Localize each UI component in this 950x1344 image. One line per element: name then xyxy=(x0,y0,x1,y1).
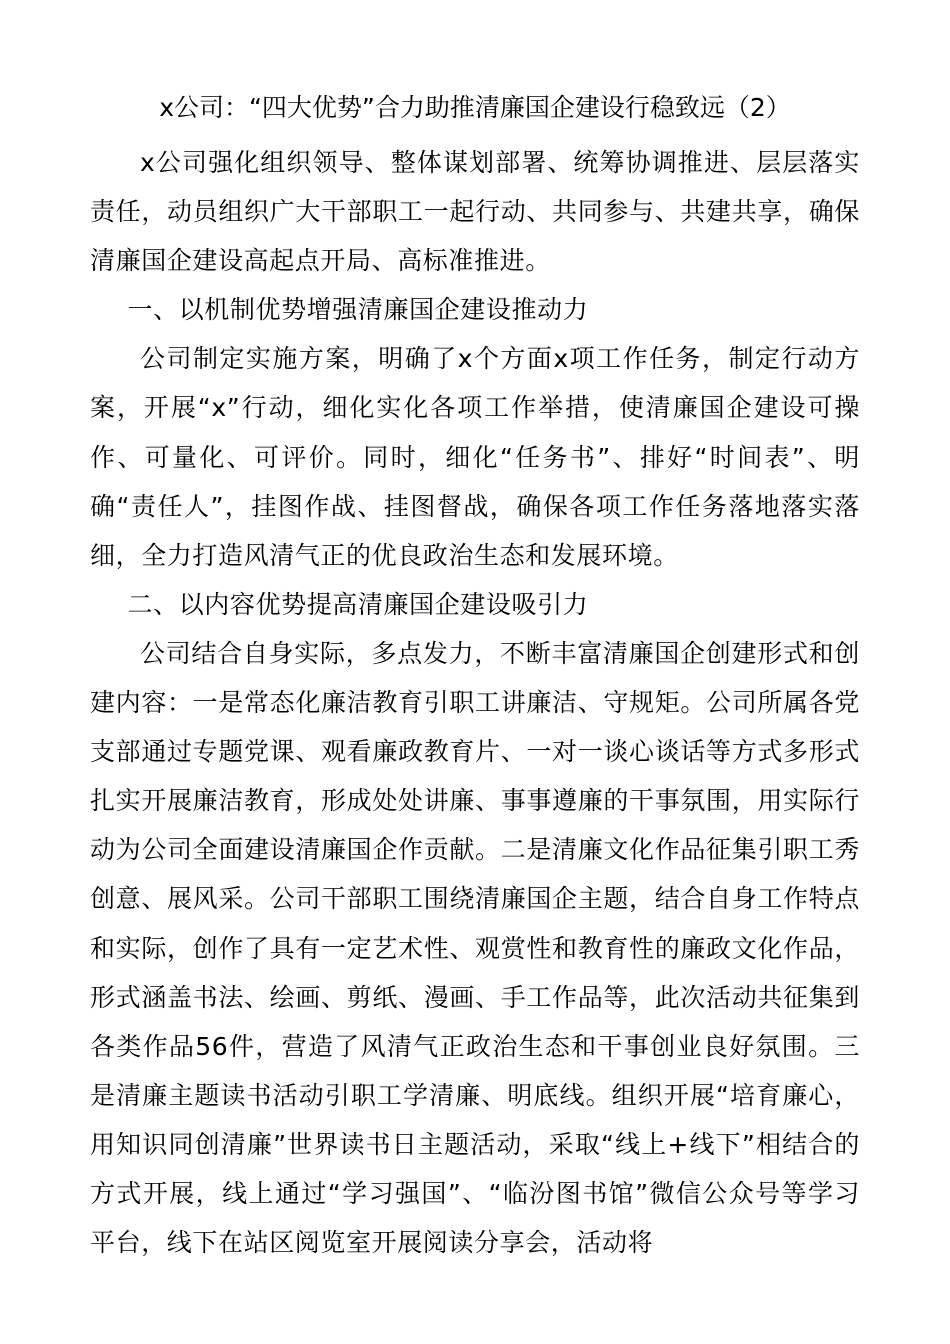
document-body xyxy=(90,138,860,1267)
document-title: x公司：“四大优势”合力助推清廉国企建设行稳致远（2） xyxy=(159,93,791,122)
section-2-paragraph: 公司结合自身实际，多点发力，不断丰富清廉国企创建形式和创建内容：一是常态化廉洁教育引职工讲廉洁、守规矩。公司所属各党支部通过专题党课、观看廉政教育片、一对一谈心谈话等方式多形式扎实开展廉洁教育，形成处处讲廉、事事遵廉的干事氛围，用实际行动为公司全面建设清廉国企作贡献。二是清廉文化作品征集引职工秀创意、展风采。公司干部职工围绕清廉国企主题，结合自身工作特点和实际，创作了具有一定艺术性、观赏性和教育性的廉政文化作品，形式涵盖书法、绘画、剪纸、漫画、手工作品等，此次活动共征集到各类作品56件，营造了风清气正政治生态和干事创业良好氛围。三是清廉主题读书活动引职工学清廉、明底线。组织开展“培育廉心，用知识同创清廉”世界读书日主题活动，采取“线上+线下”相结合的方式开展，线上通过“学习强国”、“临汾图书馆”微信公众号等学习平台，线下在站区阅览室开展阅读分享会，活动将 xyxy=(90,638,860,1258)
intro-paragraph: x公司强化组织领导、整体谋划部署、统筹协调推进、层层落实责任，动员组织广大干部职工一起行动、共同参与、共建共享，确保清廉国企建设高起点开局、高标准推进。 xyxy=(90,148,860,276)
section-2-heading: 二、以内容优势提高清廉国企建设吸引力 xyxy=(127,589,589,619)
section-1-paragraph: 公司制定实施方案，明确了x个方面x项工作任务，制定行动方案，开展“x”行动，细化实化各项工作举措，使清廉国企建设可操作、可量化、可评价。同时，细化“任务书”、排好“时间表”、明确“责任人”，挂图作战、挂图督战，确保各项工作任务落地落实落细，全力打造风清气正的优良政治生态和发展环境。 xyxy=(90,344,860,570)
section-1-heading: 一、以机制优势增强清廉国企建设推动力 xyxy=(127,295,589,325)
